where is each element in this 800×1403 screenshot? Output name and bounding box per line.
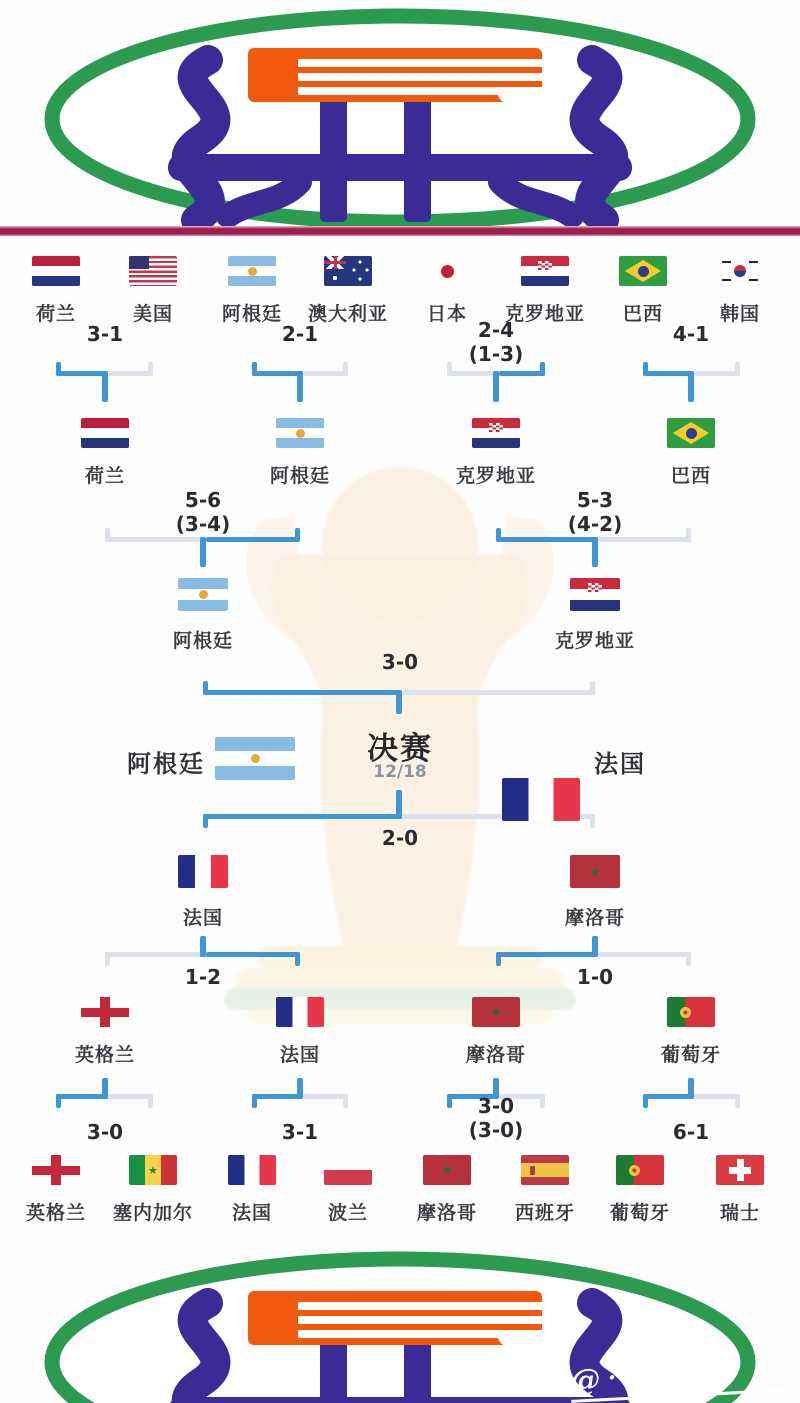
flag-croatia-icon [570, 578, 620, 611]
flag-argentina-icon [215, 737, 295, 780]
team-r16-netherlands: 荷兰 [32, 256, 80, 326]
score-qf-nl-arg: 5-6 (3-4) [175, 488, 231, 536]
flag-morocco-icon [423, 1155, 471, 1185]
flag-australia-icon [324, 256, 372, 286]
team-r16-australia: 澳大利亚 [308, 256, 388, 326]
team-r16-england: 英格兰 [26, 1155, 86, 1225]
final-home-label: 阿根廷 [127, 750, 205, 778]
team-r16-spain: 西班牙 [515, 1155, 575, 1225]
flag-france-icon [502, 778, 580, 821]
connector-sf-top [203, 690, 595, 695]
watermark-text: @⋯⋯诸⋯ [569, 1344, 796, 1403]
connector-qft-2 [496, 537, 691, 542]
flag-england-icon [81, 997, 129, 1027]
team-qf-croatia: 克罗地亚 [456, 418, 536, 488]
connector-r16b-1 [56, 1094, 153, 1099]
flag-japan-icon [423, 256, 471, 286]
connector-qft-1 [105, 537, 300, 542]
flag-france-icon [276, 997, 324, 1027]
flag-morocco-icon [570, 855, 620, 888]
connector-r16t-2 [252, 371, 348, 376]
team-qf-morocco: ★ 摩洛哥 [466, 997, 526, 1067]
connector-r16b-4 [643, 1094, 740, 1099]
flag-poland-icon [324, 1155, 372, 1185]
final-date: 12/18 [373, 762, 427, 782]
team-r16-japan: 日本 [423, 256, 471, 326]
connector-qfb-2 [496, 952, 691, 957]
score-r16-bra-kor: 4-1 [672, 322, 710, 346]
score-r16-nl-usa: 3-1 [86, 322, 124, 346]
score-sf-fra-mar: 2-0 [381, 826, 419, 850]
flag-netherlands-icon [32, 256, 80, 286]
flag-senegal-icon [129, 1155, 177, 1185]
flag-morocco-icon [472, 997, 520, 1027]
score-qf-cro-bra: 5-3 (4-2) [567, 488, 623, 536]
team-qf-france: 法国 [276, 997, 324, 1067]
flag-brazil-icon [667, 418, 715, 448]
team-qf-argentina: 阿根廷 [270, 418, 330, 488]
flag-switzerland-icon [716, 1155, 764, 1185]
score-qf-mar-por: 1-0 [576, 965, 614, 989]
team-sf-argentina: 阿根廷 [173, 578, 233, 653]
team-r16-argentina: 阿根廷 [222, 256, 282, 326]
flag-argentina-icon [228, 256, 276, 286]
flag-argentina-icon [178, 578, 228, 611]
flag-croatia-icon [472, 418, 520, 448]
team-r16-poland: 波兰 [324, 1155, 372, 1225]
score-sf-arg-cro: 3-0 [381, 650, 419, 674]
flag-portugal-icon [616, 1155, 664, 1185]
team-qf-netherlands: 荷兰 [81, 418, 129, 488]
final-away-label: 法国 [594, 750, 646, 778]
score-r16-mar-esp: 3-0 (3-0) [468, 1094, 524, 1142]
score-r16-arg-aus: 2-1 [281, 322, 319, 346]
team-qf-england: 英格兰 [75, 997, 135, 1067]
brand-logo-top [0, 4, 800, 234]
score-r16-fra-pol: 3-1 [281, 1120, 319, 1144]
team-r16-brazil: 巴西 [619, 256, 667, 326]
team-r16-senegal: ★ 塞内加尔 [113, 1155, 193, 1225]
team-sf-morocco: ★ 摩洛哥 [565, 855, 625, 930]
team-r16-france: 法国 [228, 1155, 276, 1225]
flag-argentina-icon [276, 418, 324, 448]
team-qf-portugal: 葡萄牙 [661, 997, 721, 1067]
score-qf-eng-fra: 1-2 [184, 965, 222, 989]
connector-qfb-1 [105, 952, 300, 957]
score-r16-jpn-cro: 2-4 (1-3) [468, 318, 524, 366]
flag-spain-icon [521, 1155, 569, 1185]
connector-r16t-1 [56, 371, 153, 376]
team-r16-usa: 美国 [129, 256, 177, 326]
team-sf-france: 法国 [178, 855, 228, 930]
team-qf-brazil: 巴西 [667, 418, 715, 488]
score-r16-por-sui: 6-1 [672, 1120, 710, 1144]
flag-france-icon [178, 855, 228, 888]
flag-usa-icon [129, 256, 177, 286]
final-title: 决赛 [367, 731, 433, 767]
score-r16-eng-sen: 3-0 [86, 1120, 124, 1144]
team-r16-croatia: 克罗地亚 [505, 256, 585, 326]
team-r16-portugal: 葡萄牙 [610, 1155, 670, 1225]
team-r16-south-korea: 韩国 [716, 256, 764, 326]
team-r16-morocco: ★ 摩洛哥 [417, 1155, 477, 1225]
flag-south-korea-icon [716, 256, 764, 286]
flag-brazil-icon [619, 256, 667, 286]
flag-croatia-icon [521, 256, 569, 286]
flag-portugal-icon [667, 997, 715, 1027]
connector-r16t-3 [447, 371, 545, 376]
team-r16-switzerland: 瑞士 [716, 1155, 764, 1225]
flag-france-icon [228, 1155, 276, 1185]
flag-england-icon [32, 1155, 80, 1185]
divider-bar [0, 226, 800, 236]
flag-netherlands-icon [81, 418, 129, 448]
team-sf-croatia: 克罗地亚 [555, 578, 635, 653]
connector-r16b-2 [252, 1094, 348, 1099]
connector-r16t-4 [643, 371, 740, 376]
